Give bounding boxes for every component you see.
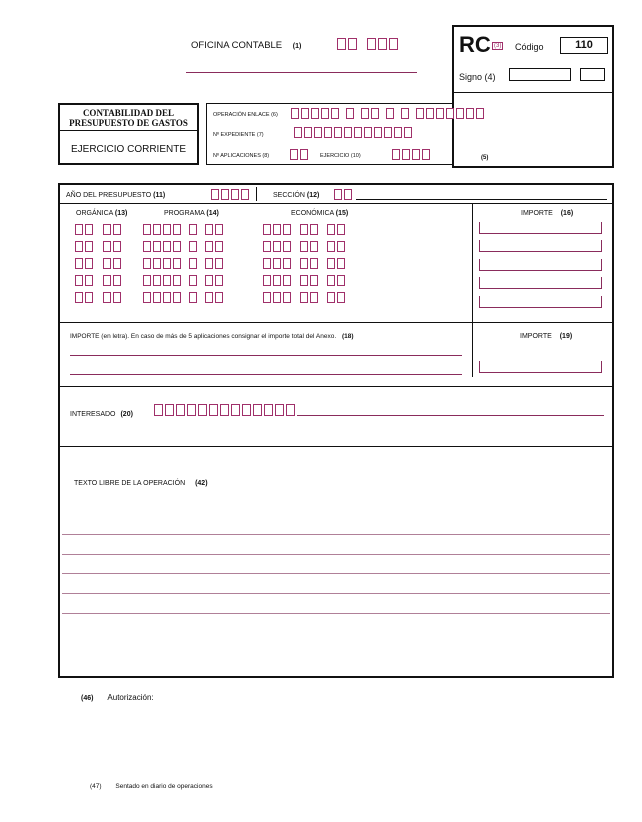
expediente-label: Nº EXPEDIENTE (7)	[213, 132, 264, 138]
contabilidad-title: CONTABILIDAD DEL PRESUPUESTO DE GASTOS	[69, 108, 188, 128]
aplicaciones-label: Nº APLICACIONES (8)	[213, 153, 270, 159]
texto-line-2[interactable]	[62, 554, 610, 555]
letra-line-1[interactable]	[70, 355, 462, 356]
rc-num: (3)	[494, 43, 502, 49]
seccion-label: SECCIÓN (12)	[273, 192, 320, 199]
oficina-boxes[interactable]	[337, 38, 398, 50]
texto-line-4[interactable]	[62, 593, 610, 594]
signo-label: Signo (4)	[459, 72, 496, 82]
signo-small-field[interactable]	[580, 68, 605, 81]
table-row[interactable]	[75, 258, 345, 269]
table-row[interactable]	[75, 292, 345, 303]
importe-field-1[interactable]	[479, 222, 602, 234]
texto-line-1[interactable]	[62, 534, 610, 535]
importe-field-2[interactable]	[479, 240, 602, 252]
aplicaciones-table	[75, 224, 345, 303]
op-enlace-boxes[interactable]	[291, 108, 484, 119]
anio-boxes[interactable]	[211, 189, 249, 200]
importe-19-label: IMPORTE (19)	[520, 333, 573, 340]
interesado-boxes[interactable]	[154, 404, 295, 416]
importe-field-3[interactable]	[479, 259, 602, 271]
table-row[interactable]	[75, 224, 345, 235]
codigo-value: 110	[560, 37, 608, 54]
programa-label: PROGRAMA (14)	[164, 210, 219, 217]
table-row[interactable]	[75, 275, 345, 286]
codigo-label: Código	[515, 42, 544, 52]
ejercicio-corriente: EJERCICIO CORRIENTE	[70, 144, 186, 155]
importe-19-field[interactable]	[479, 361, 602, 373]
importe-label: IMPORTE (16)	[521, 210, 574, 217]
importe-field-4[interactable]	[479, 277, 602, 289]
seccion-boxes[interactable]	[334, 189, 352, 200]
oficina-contable-label: OFICINA CONTABLE (1)	[191, 40, 302, 51]
aplicaciones-boxes[interactable]	[290, 149, 308, 160]
op-enlace-label: OPERACIÓN ENLACE (6)	[213, 112, 278, 118]
ejercicio-boxes[interactable]	[392, 149, 430, 160]
texto-line-3[interactable]	[62, 573, 610, 574]
importe-letra-label: IMPORTE (en letra). En caso de más de 5 aplicaciones consignar el importe total del Anexo. (18)	[70, 333, 354, 340]
expediente-boxes[interactable]	[294, 127, 412, 138]
interesado-label: INTERESADO (20)	[70, 411, 133, 418]
signo-field[interactable]	[509, 68, 571, 81]
letra-line-2[interactable]	[70, 374, 462, 375]
importe-field-5[interactable]	[479, 296, 602, 308]
anio-label: AÑO DEL PRESUPUESTO (11)	[66, 192, 166, 199]
interesado-line[interactable]	[297, 415, 604, 416]
autorizacion: (46) Autorización:	[81, 693, 154, 702]
oficina-line	[186, 72, 417, 73]
sentado-diario: (47) Sentado en diario de operaciones	[90, 783, 213, 790]
num-5: (5)	[481, 155, 489, 161]
organica-label: ORGÁNICA (13)	[76, 210, 128, 217]
texto-line-5[interactable]	[62, 613, 610, 614]
texto-libre-label: TEXTO LIBRE DE LA OPERACIÓN (42)	[74, 480, 208, 487]
economica-label: ECONÓMICA (15)	[291, 210, 349, 217]
rc-title: RC	[459, 32, 491, 57]
table-row[interactable]	[75, 241, 345, 252]
ejercicio-label: EJERCICIO (10)	[320, 153, 361, 159]
